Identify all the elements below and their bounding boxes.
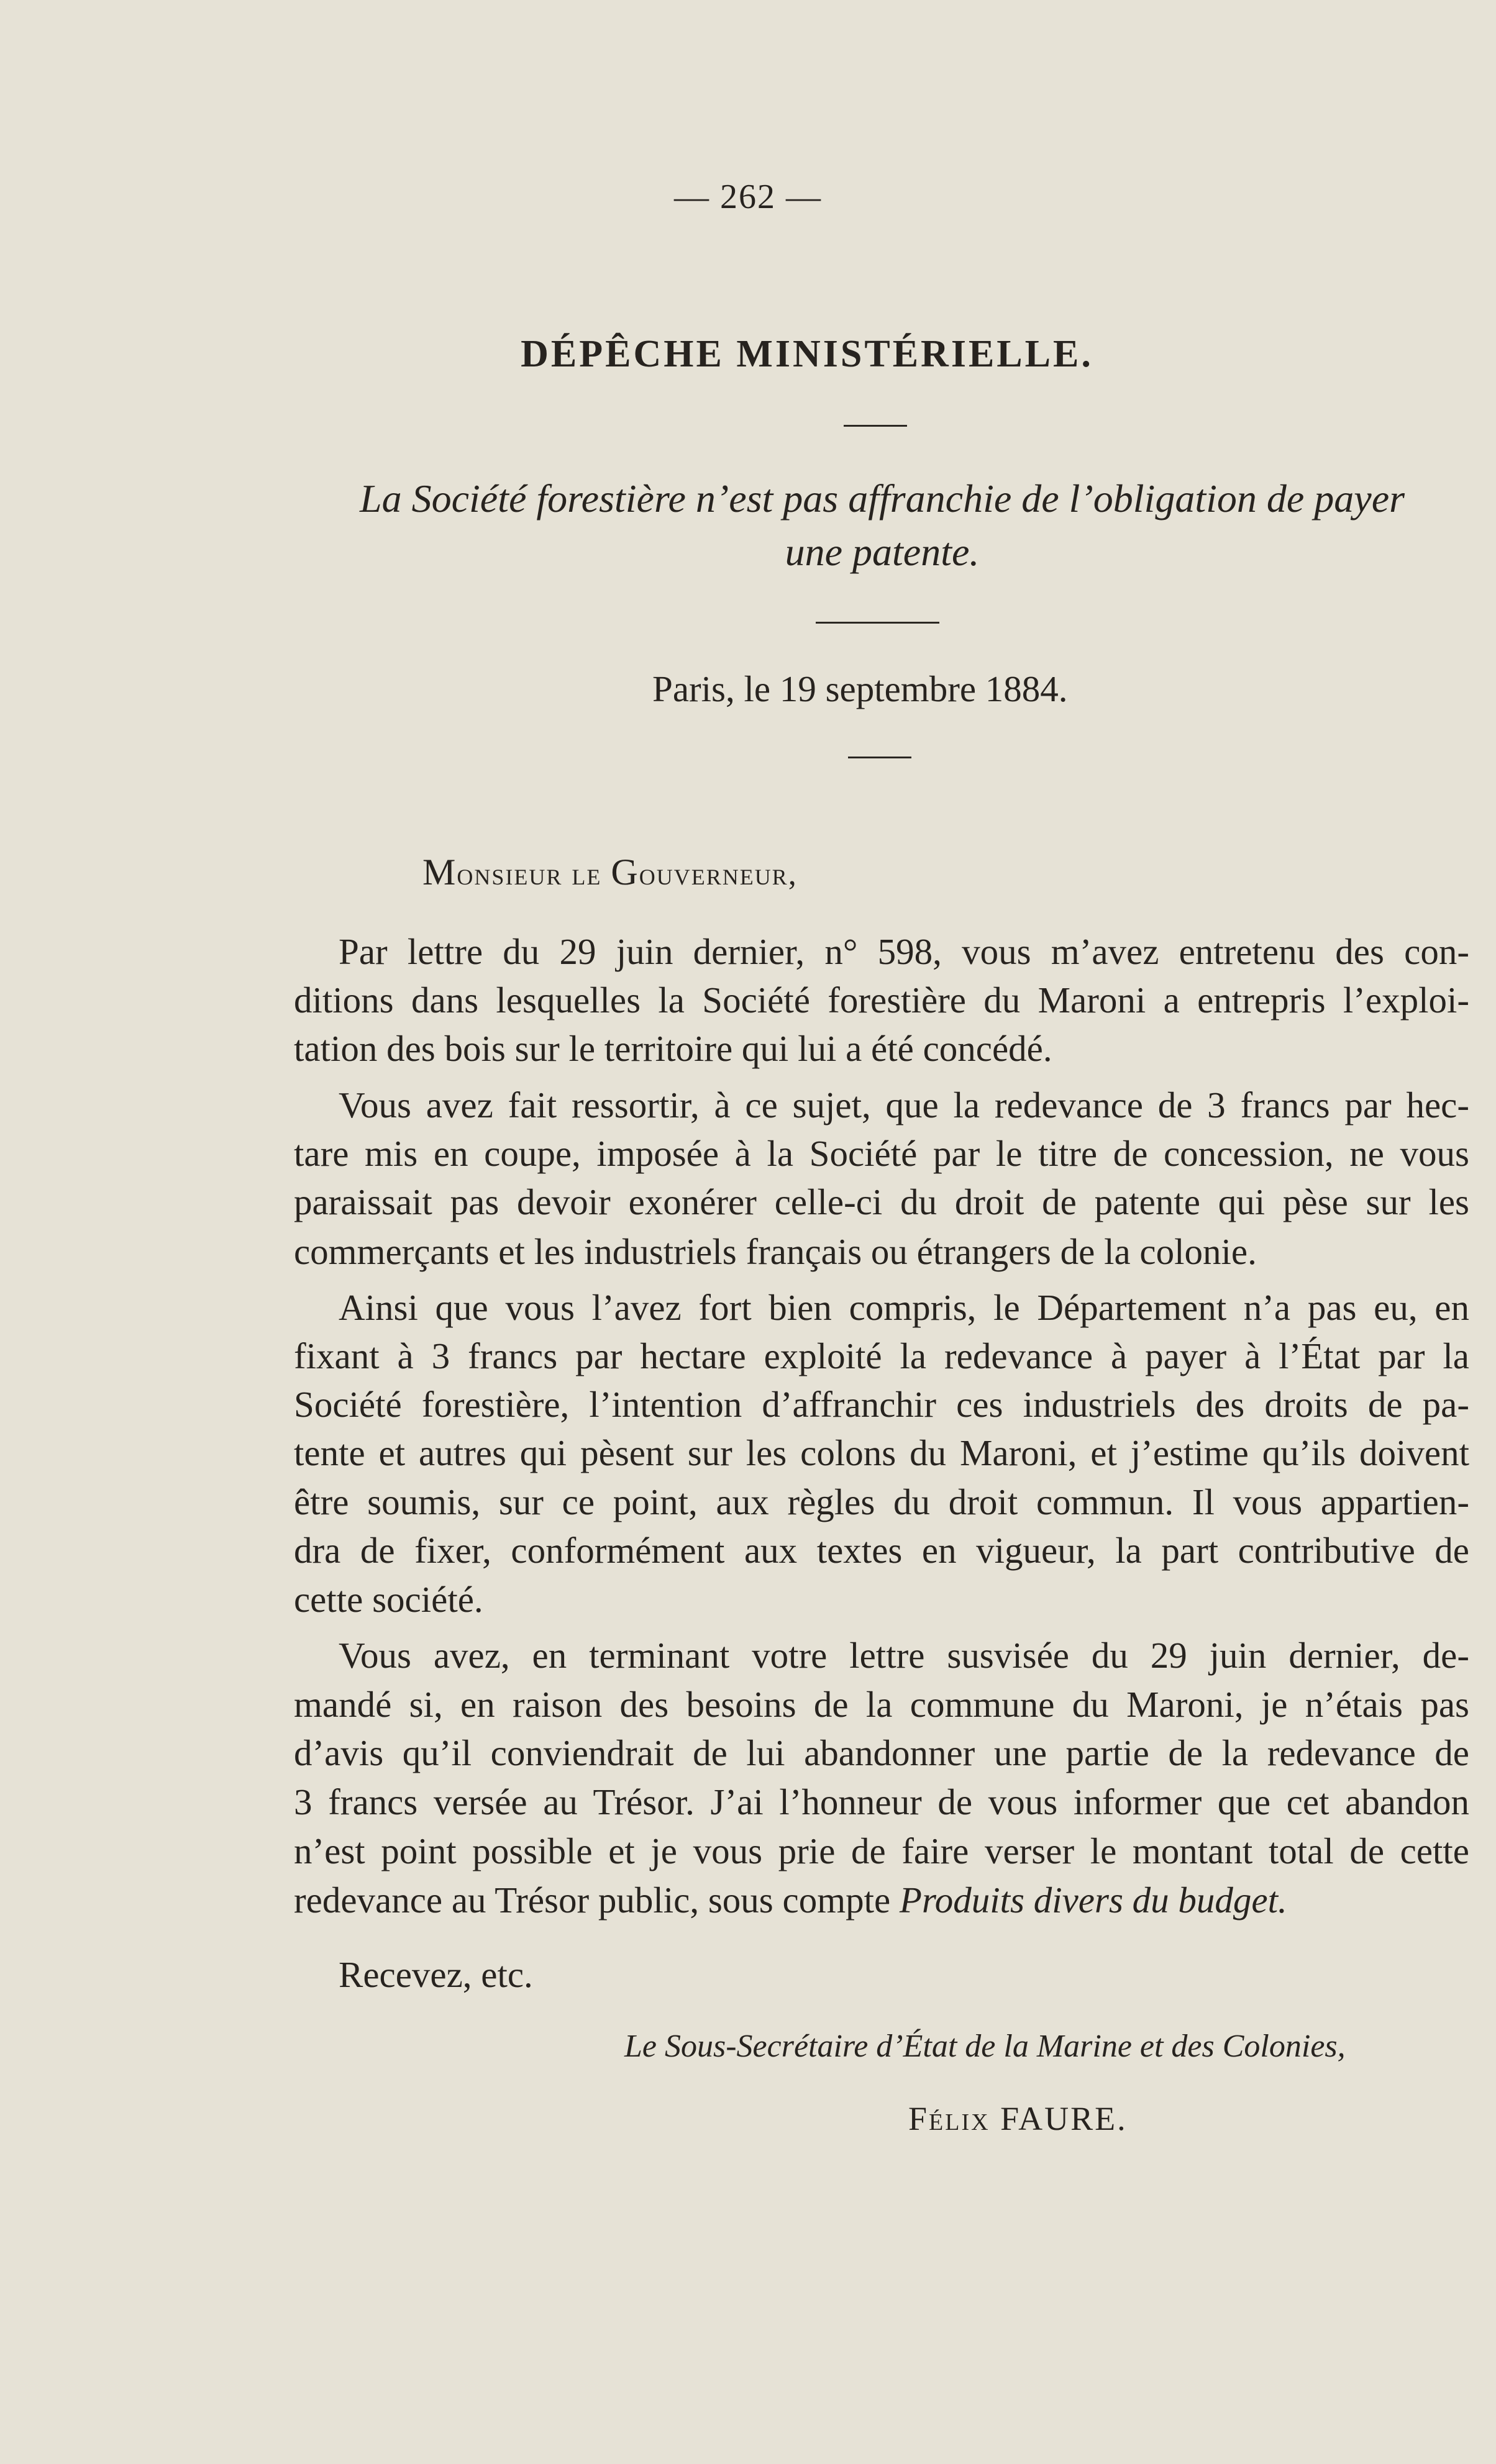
body-line: tare mis en coupe, imposée à la Société par le titre de concession, ne vous: [294, 1133, 1469, 1174]
body-line: dra de fixer, conformément aux textes en vigueur, la part contributive de: [294, 1530, 1469, 1571]
page-number: — 262 —: [674, 178, 822, 216]
dateline: Paris, le 19 septembre 1884.: [652, 668, 1068, 709]
body-line: n’est point possible et je vous prie de faire verser le montant total de cette: [294, 1830, 1469, 1871]
body-line: mandé si, en raison des besoins de la commune du Maroni, je n’étais pas: [294, 1684, 1469, 1725]
signature-last-name: FAURE.: [1000, 2100, 1128, 2137]
budget-phrase: Produits divers du budget.: [899, 1880, 1287, 1921]
body-line: paraissait pas devoir exonérer celle-ci du droit de patente qui pèse sur les: [294, 1181, 1469, 1222]
body-line: Vous avez, en terminant votre lettre susvisée du 29 juin dernier, de-: [339, 1635, 1469, 1676]
salutation: [422, 851, 798, 894]
body-line: 3 francs versée au Trésor. J’ai l’honneur de vous informer que cet abandon: [294, 1781, 1469, 1822]
body-line: Vous avez fait ressortir, à ce sujet, que la redevance de 3 francs par hec-: [339, 1084, 1469, 1125]
body-line: redevance au Trésor public, sous compte Produits divers du budget.: [294, 1880, 1287, 1921]
body-line: Ainsi que vous l’avez fort bien compris, le Département n’a pas eu, en: [339, 1287, 1469, 1328]
salutation-part-1: onsieur le: [457, 857, 611, 892]
salutation-part-2: ouverneur,: [639, 857, 798, 892]
document-title: DÉPÊCHE MINISTÉRIELLE.: [521, 333, 1093, 375]
signature-title: Le Sous-Secrétaire d’État de la Marine et des Colonies,: [624, 2029, 1346, 2064]
salutation-initial-g: G: [611, 852, 639, 893]
body-line: Société forestière, l’intention d’affranchir ces industriels des droits de pa-: [294, 1384, 1469, 1425]
body-line: cette société.: [294, 1579, 483, 1620]
summary: La Société forestière n’est pas affranchie de l’obligation de payer une patente.: [359, 476, 1405, 574]
body-line: fixant à 3 francs par hectare exploité la redevance à payer à l’État par la: [294, 1335, 1469, 1376]
body-line: tation des bois sur le territoire qui lui a été concédé.: [294, 1028, 1052, 1069]
summary-rule: [816, 622, 939, 624]
title-rule: [844, 425, 907, 427]
body-line: Par lettre du 29 juin dernier, n° 598, vous m’avez entretenu des con-: [339, 931, 1469, 972]
closing: Recevez, etc.: [339, 1954, 533, 1995]
body-line: être soumis, sur ce point, aux règles du droit commun. Il vous appartien-: [294, 1481, 1469, 1522]
signature-first-name: Félix: [908, 2100, 990, 2137]
body-line: commerçants et les industriels français ou étrangers de la colonie.: [294, 1231, 1257, 1272]
salutation-initial-m: M: [422, 852, 457, 893]
date-rule: [848, 757, 911, 758]
body-line: d’avis qu’il conviendrait de lui abandonner une partie de la redevance de: [294, 1732, 1469, 1773]
body-line: ditions dans lesquelles la Société forestière du Maroni a entrepris l’exploi-: [294, 980, 1469, 1021]
signature-name: [908, 2099, 1128, 2138]
body-line: tente et autres qui pèsent sur les colons du Maroni, et j’estime qu’ils doivent: [294, 1432, 1469, 1473]
